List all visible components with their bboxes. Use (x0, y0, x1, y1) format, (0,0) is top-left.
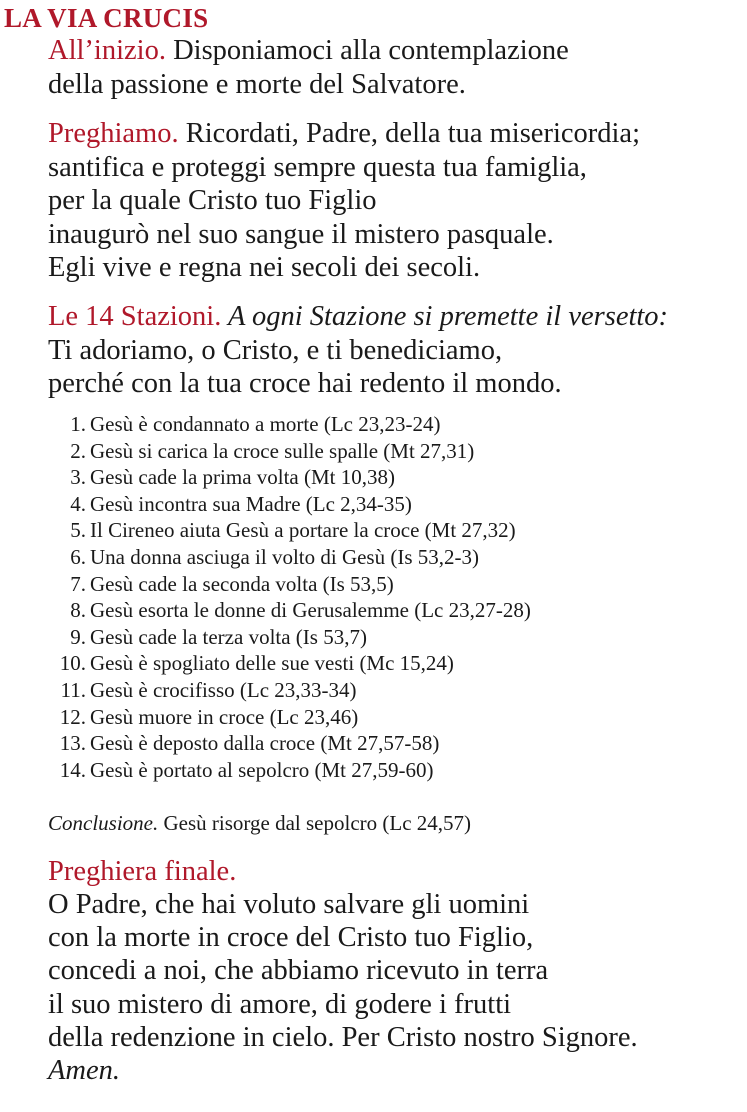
prayer-label: Preghiamo. (48, 118, 179, 149)
station-item (48, 624, 531, 651)
station-number: 3. (70, 465, 86, 490)
station-text: Gesù è crocifisso (Lc 23,33-34) (90, 677, 357, 702)
station-item (48, 650, 531, 677)
prayer-line-1 (48, 117, 640, 151)
station-number: 4. (70, 491, 86, 516)
station-number: 10. (59, 651, 86, 676)
stations-label: Le 14 Stazioni. (48, 301, 222, 332)
prayer-text-4: inaugurò nel suo sangue il mistero pasquale. (48, 218, 554, 250)
station-item (48, 597, 531, 624)
station-number: 6. (70, 544, 86, 569)
verse-line-2: perché con la tua croce hai redento il mondo. (48, 368, 562, 399)
stations-intro-line-1 (48, 300, 668, 334)
opening-prayer-section (48, 117, 640, 285)
prayer-text-2: santifica e proteggi sempre questa tua famiglia, (48, 151, 587, 183)
intro-text-2: della passione e morte del Salvatore. (48, 68, 466, 100)
station-number: 2. (70, 438, 86, 463)
amen-line: Amen. (48, 1055, 121, 1087)
station-number: 8. (70, 598, 86, 623)
station-number: 7. (70, 571, 86, 596)
station-text: Una donna asciuga il volto di Gesù (Is 53,2-3) (90, 544, 480, 569)
station-number: 1. (70, 412, 86, 436)
station-text: Gesù esorta le donne di Gerusalemme (Lc 23,27-28) (90, 598, 531, 623)
intro-line-1 (48, 34, 569, 68)
station-text: Gesù è condannato a morte (Lc 23,23-24) (90, 412, 441, 436)
verse-line-1: Ti adoriamo, o Cristo, e ti benediciamo, (48, 334, 503, 366)
final-prayer-line-2: con la morte in croce del Cristo tuo Figlio, (48, 922, 534, 954)
conclusion-text: Gesù risorge dal sepolcro (Lc 24,57) (158, 811, 472, 835)
station-item (48, 571, 531, 598)
stations-instruction: A ogni Stazione si premette il versetto: (221, 301, 669, 332)
station-number: 11. (60, 677, 86, 702)
station-text: Gesù cade la terza volta (Is 53,7) (90, 624, 367, 649)
prayer-text-5: Egli vive e regna nei secoli dei secoli. (48, 252, 481, 283)
prayer-text-3: per la quale Cristo tuo Figlio (48, 185, 377, 216)
stations-list (48, 411, 531, 783)
final-prayer-line-1: O Padre, che hai voluto salvare gli uomini (48, 889, 530, 920)
intro-text-1: Disponiamoci alla contemplazione (165, 35, 569, 66)
station-text: Gesù è deposto dalla croce (Mt 27,57-58) (90, 731, 440, 756)
station-item (48, 757, 531, 784)
station-item (48, 544, 531, 571)
final-prayer-line-5: della redenzione in cielo. Per Cristo nostro Signore. (48, 1021, 638, 1053)
station-item (48, 411, 531, 438)
station-text: Gesù si carica la croce sulle spalle (Mt 27,31) (90, 438, 475, 463)
station-item (48, 704, 531, 731)
page-title: LA VIA CRUCIS (4, 3, 209, 33)
station-number: 12. (59, 704, 86, 729)
station-number: 9. (70, 624, 86, 649)
station-text: Il Cireneo aiuta Gesù a portare la croce (Mt 27,32) (90, 518, 516, 543)
intro-section (48, 34, 569, 101)
station-item (48, 464, 531, 491)
intro-label: All’inizio. (48, 35, 166, 66)
station-text: Gesù incontra sua Madre (Lc 2,34-35) (90, 491, 412, 516)
stations-intro-section (48, 300, 668, 401)
station-item (48, 491, 531, 518)
final-prayer-line-3: concedi a noi, che abbiamo ricevuto in terra (48, 955, 549, 987)
station-number: 5. (70, 518, 86, 543)
station-number: 14. (59, 757, 86, 782)
final-prayer-line-4: il suo mistero di amore, di godere i frutti (48, 988, 512, 1020)
station-item (48, 517, 531, 544)
station-text: Gesù muore in croce (Lc 23,46) (90, 704, 359, 729)
conclusion-label: Conclusione. (48, 811, 159, 835)
final-prayer-heading: Preghiera finale. (48, 856, 237, 887)
station-item (48, 677, 531, 704)
prayer-text-1: Ricordati, Padre, della tua misericordia; (178, 118, 640, 149)
station-item (48, 730, 531, 757)
final-prayer-section (48, 888, 638, 1087)
conclusion-line (48, 810, 471, 837)
station-number: 13. (59, 731, 86, 756)
station-item (48, 438, 531, 465)
station-text: Gesù è spogliato delle sue vesti (Mc 15,24) (90, 651, 454, 676)
station-text: Gesù cade la seconda volta (Is 53,5) (90, 571, 394, 596)
station-text: Gesù è portato al sepolcro (Mt 27,59-60) (90, 757, 434, 782)
station-text: Gesù cade la prima volta (Mt 10,38) (90, 465, 395, 490)
